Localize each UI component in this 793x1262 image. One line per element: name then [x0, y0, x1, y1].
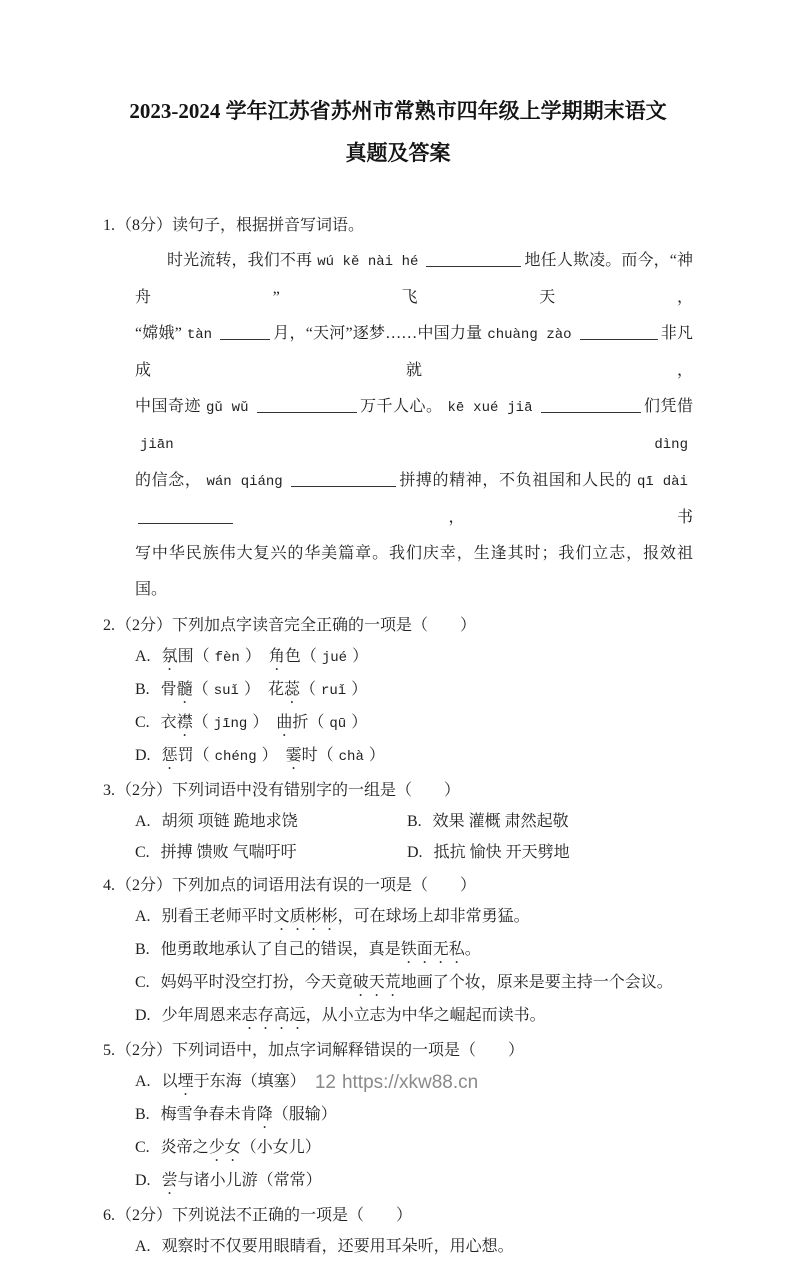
question-3: [103, 775, 693, 868]
option-label: A.: [135, 1238, 151, 1255]
answer-blank: [541, 397, 641, 413]
text-run: 时（: [301, 747, 334, 764]
text-run: ）: [351, 714, 368, 731]
pinyin-text: ruǐ: [320, 683, 347, 699]
text-run: ）: [352, 648, 369, 665]
text-run: 他勇敢地承认了自己的错误，真是: [160, 941, 401, 958]
pinyin-text: kē xué jiā: [447, 400, 533, 416]
text-run: 写中华民族伟大复兴的华美篇章。我们庆幸，生逢其时；我们立志，报效祖国。: [135, 545, 693, 598]
paragraph-line: [135, 316, 693, 389]
question-number: 6.: [103, 1207, 115, 1224]
emphasized-text: 文质彬彬: [273, 908, 338, 925]
emphasized-text: 志存高远: [241, 1007, 306, 1024]
text-run: 以: [161, 1073, 178, 1090]
text-run: 万千人心。: [359, 398, 443, 415]
answer-blank: [138, 508, 233, 524]
pinyin-text: qū: [329, 716, 347, 732]
document-title: [103, 90, 693, 174]
option-label: C.: [135, 974, 150, 991]
question-stem: [103, 870, 693, 901]
option-label: C.: [135, 1139, 150, 1156]
text-run: 罚（: [177, 747, 210, 764]
text-run: 抵抗 愉快 开天劈地: [433, 844, 570, 861]
emphasized-text: 铁面无私: [400, 941, 465, 958]
answer-blank: [257, 397, 357, 413]
option-b: [135, 934, 693, 967]
questions: [103, 210, 693, 1262]
option-a: [135, 641, 693, 674]
pinyin-text: chuàng zào: [487, 327, 572, 343]
emphasized-text: 少女: [208, 1139, 241, 1156]
text-run: 拼搏 馈败 气喘吁吁: [160, 844, 297, 861]
paragraph-line: [135, 243, 693, 316]
option-label: D.: [135, 1172, 151, 1189]
text-run: ）: [351, 681, 368, 698]
option-label: B.: [135, 681, 150, 698]
text-run: 别看王老师平时: [161, 908, 274, 925]
options: [135, 1231, 693, 1262]
emphasized-text: 氛: [161, 648, 178, 665]
text-run: 少年周恩来: [161, 1007, 242, 1024]
text-run: 骨: [160, 681, 177, 698]
text-run: 拼搏的精神，不负祖国和人民的: [398, 472, 632, 489]
options: [135, 806, 693, 868]
emphasized-text: 惩: [161, 747, 178, 764]
emphasized-text: 尝: [161, 1172, 178, 1189]
paragraph-line: [135, 536, 693, 608]
question-number: 2.: [103, 617, 115, 634]
emphasized-text: 破天荒: [352, 974, 401, 991]
option-label: A.: [135, 1073, 151, 1090]
text-run: 与诸小儿游（常常）: [177, 1172, 322, 1189]
option-d: [135, 1000, 693, 1033]
text-run: ，可在球场上却非常勇猛。: [337, 908, 530, 925]
question-stem-text: （2分）下列说法不正确的一项是（ ）: [116, 1207, 413, 1224]
options: [135, 641, 693, 773]
option-c: [135, 837, 407, 868]
question-4: [103, 870, 693, 1033]
text-run: ）: [368, 747, 385, 764]
emphasized-text: 堙: [177, 1073, 194, 1090]
text-run: 折（: [292, 714, 325, 731]
text-run: ） 花: [243, 681, 284, 698]
text-run: （: [192, 681, 209, 698]
question-stem: [103, 1035, 693, 1066]
answer-blank: [291, 471, 396, 487]
option-label: C.: [135, 714, 150, 731]
option-d: [135, 1165, 693, 1198]
text-run: 。: [464, 941, 481, 958]
pinyin-text: jué: [321, 650, 348, 666]
option-a: [135, 1231, 693, 1262]
emphasized-text: 襟: [176, 714, 193, 731]
text-run: 于东海（填塞）: [193, 1073, 306, 1090]
option-label: B.: [407, 813, 422, 830]
text-run: 观察时不仅要用眼睛看，还要用耳朵听，用心想。: [161, 1238, 514, 1255]
option-b: [135, 674, 693, 707]
emphasized-text: 蕊: [283, 681, 300, 698]
option-label: B.: [135, 941, 150, 958]
question-number: 3.: [103, 782, 115, 799]
option-d: [135, 740, 693, 773]
answer-blank: [426, 251, 521, 267]
text-run: 效果 灌概 肃然起敬: [432, 813, 569, 830]
text-run: 地任人欺凌。而今，“神舟”飞天，: [135, 252, 693, 306]
question-5: [103, 1035, 693, 1198]
text-run: （服输）: [272, 1106, 337, 1123]
text-run: （小女儿）: [240, 1139, 321, 1156]
option-b: [135, 1099, 693, 1132]
text-run: ，书: [236, 509, 693, 526]
question-stem-text: （2分）下列词语中没有错别字的一组是（ ）: [116, 782, 461, 799]
option-b: [407, 806, 693, 837]
text-run: 时光流转，我们不再: [167, 252, 313, 269]
question-6: [103, 1200, 693, 1262]
pinyin-fill-paragraph: [135, 243, 693, 608]
text-run: 妈妈平时没空打扮，今天竟: [160, 974, 353, 991]
text-run: 非凡成就，: [135, 325, 693, 379]
pinyin-text: chéng: [214, 749, 257, 765]
option-label: A.: [135, 813, 151, 830]
pinyin-text: jīng: [213, 716, 248, 732]
pinyin-text: tàn: [186, 327, 213, 343]
paragraph-line: [135, 463, 693, 536]
page-number: 12: [314, 1072, 336, 1093]
question-number: 1.: [103, 217, 115, 234]
text-run: 围（: [177, 648, 210, 665]
question-stem: [103, 1200, 693, 1231]
pinyin-text: fèn: [214, 650, 240, 666]
option-d: [407, 837, 693, 868]
emphasized-text: 角: [268, 648, 285, 665]
option-label: A.: [135, 908, 151, 925]
text-run: （: [192, 714, 209, 731]
pinyin-text: gǔ wǔ: [205, 400, 249, 416]
option-label: A.: [135, 648, 151, 665]
option-label: C.: [135, 844, 150, 861]
pinyin-text: wán qiáng: [206, 474, 283, 490]
pinyin-text: jiān dìng: [140, 437, 688, 453]
emphasized-text: 曲: [276, 714, 293, 731]
question-stem-text: （2分）下列词语中，加点字词解释错误的一项是（ ）: [116, 1042, 525, 1059]
answer-blank: [220, 324, 270, 340]
options: [135, 901, 693, 1033]
question-stem-text: （2分）下列加点字读音完全正确的一项是（ ）: [116, 617, 477, 634]
text-run: 月，“天河”逐梦……中国力量: [273, 325, 483, 342]
question-1: [103, 210, 693, 608]
option-c: [135, 707, 693, 740]
text-run: 梅雪争春未肯: [160, 1106, 257, 1123]
emphasized-text: 霎: [285, 747, 302, 764]
pinyin-text: qī dài: [636, 474, 688, 490]
text-run: 胡须 项链 跪地求饶: [161, 813, 298, 830]
text-run: 们凭借: [643, 398, 693, 415]
pinyin-text: wú kě nài hé: [317, 254, 419, 270]
paragraph-line: [135, 389, 693, 463]
emphasized-text: 髓: [176, 681, 193, 698]
question-stem: [103, 610, 693, 641]
text-run: 地画了个妆，原来是要主持一个会议。: [400, 974, 673, 991]
text-run: 色（: [284, 648, 317, 665]
text-run: ，从小立志为中华之崛起而读书。: [305, 1007, 546, 1024]
text-run: 的信念，: [135, 472, 202, 489]
option-a: [135, 806, 407, 837]
answer-blank: [580, 324, 658, 340]
option-label: D.: [407, 844, 423, 861]
text-run: 中国奇迹: [135, 398, 201, 415]
text-run: “嫦娥”: [135, 325, 182, 342]
option-c: [135, 1132, 693, 1165]
question-number: 5.: [103, 1042, 115, 1059]
pinyin-text: suǐ: [213, 683, 239, 699]
footer-url: https://xkw88.cn: [341, 1072, 479, 1093]
question-stem: [103, 210, 693, 241]
pinyin-text: chà: [338, 749, 364, 765]
text-run: 炎帝之: [160, 1139, 209, 1156]
text-run: 衣: [160, 714, 177, 731]
question-2: [103, 610, 693, 773]
title-line-2: 真题及答案: [345, 141, 451, 165]
text-run: ）: [261, 747, 286, 764]
option-label: D.: [135, 1007, 151, 1024]
text-run: ）: [244, 648, 269, 665]
text-run: （: [299, 681, 316, 698]
emphasized-text: 降: [256, 1106, 273, 1123]
text-run: ）: [252, 714, 277, 731]
option-label: D.: [135, 747, 151, 764]
option-c: [135, 967, 693, 1000]
page-footer: [0, 1072, 793, 1094]
option-a: [135, 901, 693, 934]
question-number: 4.: [103, 877, 115, 894]
option-label: B.: [135, 1106, 150, 1123]
question-stem: [103, 775, 693, 806]
question-stem-text: （8分）读句子，根据拼音写词语。: [116, 217, 365, 234]
title-line-1: 2023-2024 学年江苏省苏州市常熟市四年级上学期期末语文: [129, 99, 667, 123]
question-stem-text: （2分）下列加点的词语用法有误的一项是（ ）: [116, 877, 477, 894]
